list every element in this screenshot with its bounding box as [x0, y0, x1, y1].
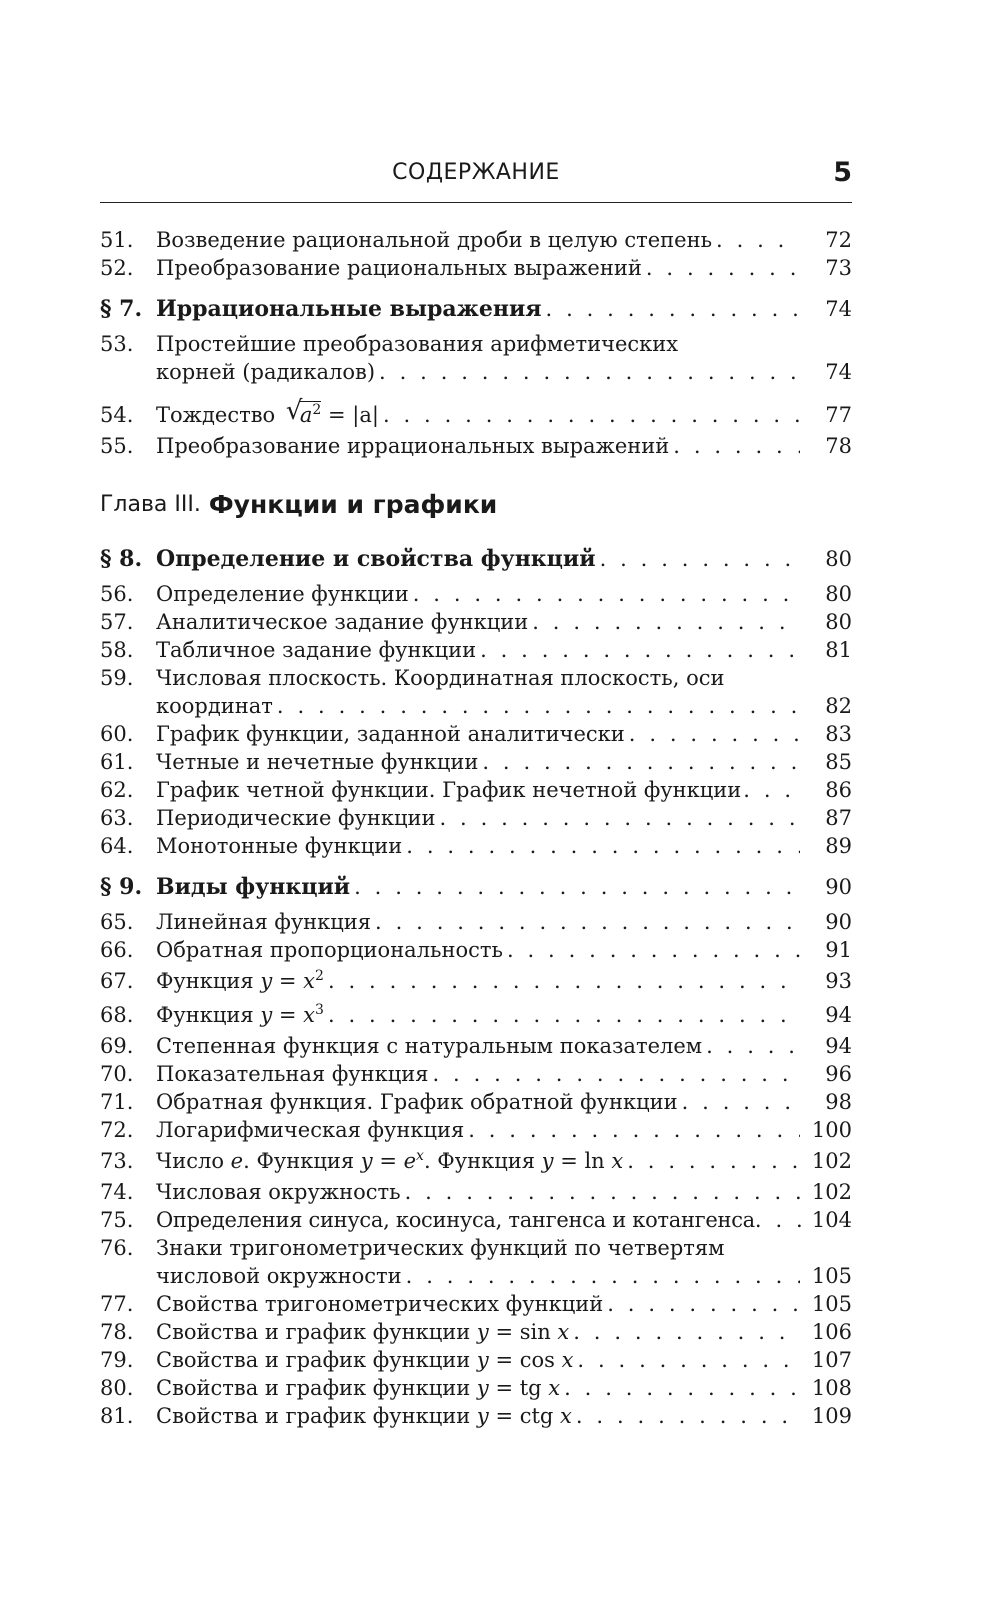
dot-leader	[413, 580, 800, 608]
dot-leader	[600, 538, 800, 580]
toc-entry-76-cont[interactable]	[100, 1262, 852, 1290]
dot-leader	[629, 720, 800, 748]
dot-leader	[383, 398, 800, 432]
entry-title: Определения синуса, косинуса, тангенса и котангенса	[156, 1208, 755, 1232]
entry-number: 81.	[100, 1404, 134, 1428]
dot-leader	[354, 866, 800, 908]
entry-title: Обратная пропорциональность	[156, 938, 503, 962]
entry-page: 109	[811, 1404, 852, 1428]
entry-title: Преобразование иррациональных выражений	[156, 434, 670, 458]
toc-entry-51[interactable]	[100, 226, 852, 254]
entry-page: 100	[811, 1118, 852, 1142]
entry-title: Логарифмическая функция	[156, 1118, 465, 1142]
toc-entry-55[interactable]	[100, 432, 852, 460]
entry-number: 73.	[100, 1149, 134, 1173]
entry-number: 70.	[100, 1062, 134, 1086]
dot-leader	[328, 998, 800, 1032]
entry-page: 106	[811, 1320, 852, 1344]
section-title: Виды функций	[156, 874, 351, 900]
toc-entry-63[interactable]	[100, 804, 852, 832]
entry-number: 80.	[100, 1376, 134, 1400]
entry-title-cont: координат	[156, 694, 273, 718]
dot-leader	[546, 288, 800, 330]
entry-page: 93	[825, 969, 852, 993]
entry-page: 102	[811, 1149, 852, 1173]
entry-number: 71.	[100, 1090, 134, 1114]
toc-entry-61[interactable]	[100, 748, 852, 776]
entry-title: Преобразование рациональных выражений	[156, 256, 642, 280]
entry-title: Периодические функции	[156, 806, 436, 830]
table-of-contents	[100, 226, 852, 1430]
entry-page: 90	[825, 910, 852, 934]
toc-section-8[interactable]	[100, 538, 852, 580]
entry-page: 78	[825, 434, 852, 458]
entry-page: 81	[825, 638, 852, 662]
toc-entry-58[interactable]	[100, 636, 852, 664]
dot-leader	[406, 1262, 800, 1290]
toc-entry-64[interactable]	[100, 832, 852, 860]
dot-leader	[673, 432, 800, 460]
section-number: § 9.	[100, 874, 143, 900]
toc-entry-78[interactable]	[100, 1318, 852, 1346]
entry-number: 54.	[100, 403, 134, 427]
header-title: СОДЕРЖАНИЕ	[392, 160, 560, 185]
entry-number: 66.	[100, 938, 134, 962]
page-number: 5	[833, 157, 852, 188]
toc-entry-72[interactable]	[100, 1116, 852, 1144]
dot-leader	[564, 1374, 800, 1402]
entry-title: Число e. Функция $y = e^x$. Функция y = ln x	[156, 1148, 624, 1173]
entry-page: 91	[825, 938, 852, 962]
entry-number: 61.	[100, 750, 134, 774]
dot-leader	[607, 1290, 800, 1318]
entry-page: 105	[811, 1292, 852, 1316]
entry-number: 56.	[100, 582, 134, 606]
entry-number: 64.	[100, 834, 134, 858]
entry-page: 96	[825, 1062, 852, 1086]
entry-title: Аналитическое задание функции	[156, 610, 529, 634]
toc-entry-71[interactable]	[100, 1088, 852, 1116]
entry-page: 108	[811, 1376, 852, 1400]
dot-leader	[375, 908, 800, 936]
dot-leader	[468, 1116, 800, 1144]
entry-number: 57.	[100, 610, 134, 634]
entry-page: 94	[825, 1034, 852, 1058]
entry-title: Тождество √ $a^2 = |a|$	[156, 398, 379, 432]
entry-number: 65.	[100, 910, 134, 934]
entry-title: Монотонные функции	[156, 834, 403, 858]
entry-page: 74	[825, 360, 852, 384]
toc-entry-65[interactable]	[100, 908, 852, 936]
entry-number: 78.	[100, 1320, 134, 1344]
toc-entry-68[interactable]	[100, 998, 852, 1032]
toc-section-9[interactable]	[100, 866, 852, 908]
entry-page: 77	[825, 403, 852, 427]
entry-page: 102	[811, 1180, 852, 1204]
entry-title: Числовая окружность	[156, 1180, 401, 1204]
entry-number: 55.	[100, 434, 134, 458]
entry-number: 75.	[100, 1208, 134, 1232]
entry-title: Степенная функция с натуральным показателем	[156, 1034, 703, 1058]
entry-title: Свойства и график функции y = cos x	[156, 1348, 574, 1372]
entry-title: Числовая плоскость. Координатная плоскость, оси	[156, 666, 725, 690]
entry-number: 63.	[100, 806, 134, 830]
entry-title: Свойства и график функции y = tg x	[156, 1376, 561, 1400]
entry-page: 107	[811, 1348, 852, 1372]
entry-page: 89	[825, 834, 852, 858]
running-header	[100, 157, 852, 203]
dot-leader	[480, 636, 800, 664]
entry-page: 86	[825, 778, 852, 802]
dot-leader	[277, 692, 800, 720]
dot-leader	[743, 776, 804, 804]
entry-page: 72	[825, 228, 852, 252]
toc-entry-52[interactable]	[100, 254, 852, 282]
dot-leader	[573, 1318, 800, 1346]
entry-page: 73	[825, 256, 852, 280]
entry-page: 85	[825, 750, 852, 774]
section-number: § 7.	[100, 296, 143, 322]
dot-leader	[576, 1402, 800, 1430]
entry-page: 82	[825, 694, 852, 718]
toc-entry-76[interactable]	[100, 1234, 852, 1262]
toc-entry-70[interactable]	[100, 1060, 852, 1088]
entry-title: Обратная функция. График обратной функции	[156, 1090, 678, 1114]
entry-number: 51.	[100, 228, 134, 252]
toc-entry-73[interactable]	[100, 1144, 852, 1178]
toc-entry-59[interactable]	[100, 664, 852, 692]
entry-number: 79.	[100, 1348, 134, 1372]
entry-number: 67.	[100, 969, 134, 993]
entry-page: 105	[811, 1264, 852, 1288]
entry-number: 76.	[100, 1236, 134, 1260]
toc-entry-60[interactable]	[100, 720, 852, 748]
entry-page: 80	[825, 582, 852, 606]
toc-entry-56[interactable]	[100, 580, 852, 608]
section-title: Иррациональные выражения	[156, 296, 542, 322]
toc-entry-79[interactable]	[100, 1346, 852, 1374]
sqrt-symbol: √ $a^2$	[286, 398, 321, 432]
entry-number: 74.	[100, 1180, 134, 1204]
chapter-label: Глава III.	[100, 491, 201, 517]
entry-number: 60.	[100, 722, 134, 746]
dot-leader	[507, 936, 800, 964]
toc-entry-67[interactable]	[100, 964, 852, 998]
entry-title: Свойства тригонометрических функций	[156, 1292, 604, 1316]
dot-leader	[328, 964, 800, 998]
dot-leader	[682, 1088, 800, 1116]
dot-leader	[627, 1144, 800, 1178]
entry-title: Четные и нечетные функции	[156, 750, 479, 774]
section-page: 74	[825, 297, 852, 321]
entry-number: 72.	[100, 1118, 134, 1142]
dot-leader	[716, 226, 800, 254]
toc-entry-62[interactable]	[100, 776, 852, 804]
entry-title: График четной функции. График нечетной функции	[156, 778, 742, 802]
toc-entry-77[interactable]	[100, 1290, 852, 1318]
entry-title: Возведение рациональной дроби в целую степень	[156, 228, 713, 252]
dot-leader	[706, 1032, 800, 1060]
toc-entry-53-cont[interactable]	[100, 358, 852, 386]
entry-title: Определение функции	[156, 582, 409, 606]
entry-number: 62.	[100, 778, 134, 802]
entry-title: Линейная функция	[156, 910, 372, 934]
dot-leader	[379, 358, 800, 386]
dot-leader	[646, 254, 800, 282]
toc-entry-54[interactable]	[100, 398, 852, 432]
entry-number: 77.	[100, 1292, 134, 1316]
entry-page: 94	[825, 1003, 852, 1027]
entry-title-cont: корней (радикалов)	[156, 360, 376, 384]
entry-title: Знаки тригонометрических функций по четвертям	[156, 1236, 725, 1260]
entry-title: Показательная функция	[156, 1062, 429, 1086]
toc-entry-69[interactable]	[100, 1032, 852, 1060]
dot-leader	[755, 1206, 806, 1234]
dot-leader	[406, 832, 800, 860]
entry-page: 80	[825, 610, 852, 634]
entry-page: 104	[811, 1208, 852, 1232]
entry-page: 98	[825, 1090, 852, 1114]
dot-leader	[439, 804, 800, 832]
toc-entry-80[interactable]	[100, 1374, 852, 1402]
entry-number: 52.	[100, 256, 134, 280]
dot-leader	[405, 1178, 800, 1206]
entry-title: Свойства и график функции y = ctg x	[156, 1404, 572, 1428]
entry-page: 87	[825, 806, 852, 830]
entry-number: 53.	[100, 332, 134, 356]
entry-title: Функция $y = x^2$	[156, 968, 324, 993]
section-title: Определение и свойства функций	[156, 546, 596, 572]
section-number: § 8.	[100, 546, 143, 572]
toc-entry-53[interactable]	[100, 330, 852, 358]
entry-title: Простейшие преобразования арифметических	[156, 332, 679, 356]
toc-entry-74[interactable]	[100, 1178, 852, 1206]
entry-title-cont: числовой окружности	[156, 1264, 402, 1288]
dot-leader	[577, 1346, 800, 1374]
entry-number: 69.	[100, 1034, 134, 1058]
section-page: 90	[825, 875, 852, 899]
entry-title: График функции, заданной аналитически	[156, 722, 625, 746]
section-page: 80	[825, 547, 852, 571]
entry-title: Функция $y = x^3$	[156, 1002, 324, 1027]
dot-leader	[532, 608, 800, 636]
toc-entry-66[interactable]	[100, 936, 852, 964]
entry-page: 83	[825, 722, 852, 746]
dot-leader	[482, 748, 800, 776]
toc-section-7[interactable]	[100, 288, 852, 330]
entry-number: 68.	[100, 1003, 134, 1027]
chapter-title: Функции и графики	[208, 489, 498, 519]
entry-title: Табличное задание функции	[156, 638, 477, 662]
toc-entry-75[interactable]	[100, 1206, 852, 1234]
entry-number: 59.	[100, 666, 134, 690]
toc-entry-81[interactable]	[100, 1402, 852, 1430]
chapter-heading[interactable]	[100, 474, 852, 534]
entry-title: Свойства и график функции y = sin x	[156, 1320, 570, 1344]
toc-entry-57[interactable]	[100, 608, 852, 636]
dot-leader	[433, 1060, 801, 1088]
toc-entry-59-cont[interactable]	[100, 692, 852, 720]
entry-number: 58.	[100, 638, 134, 662]
